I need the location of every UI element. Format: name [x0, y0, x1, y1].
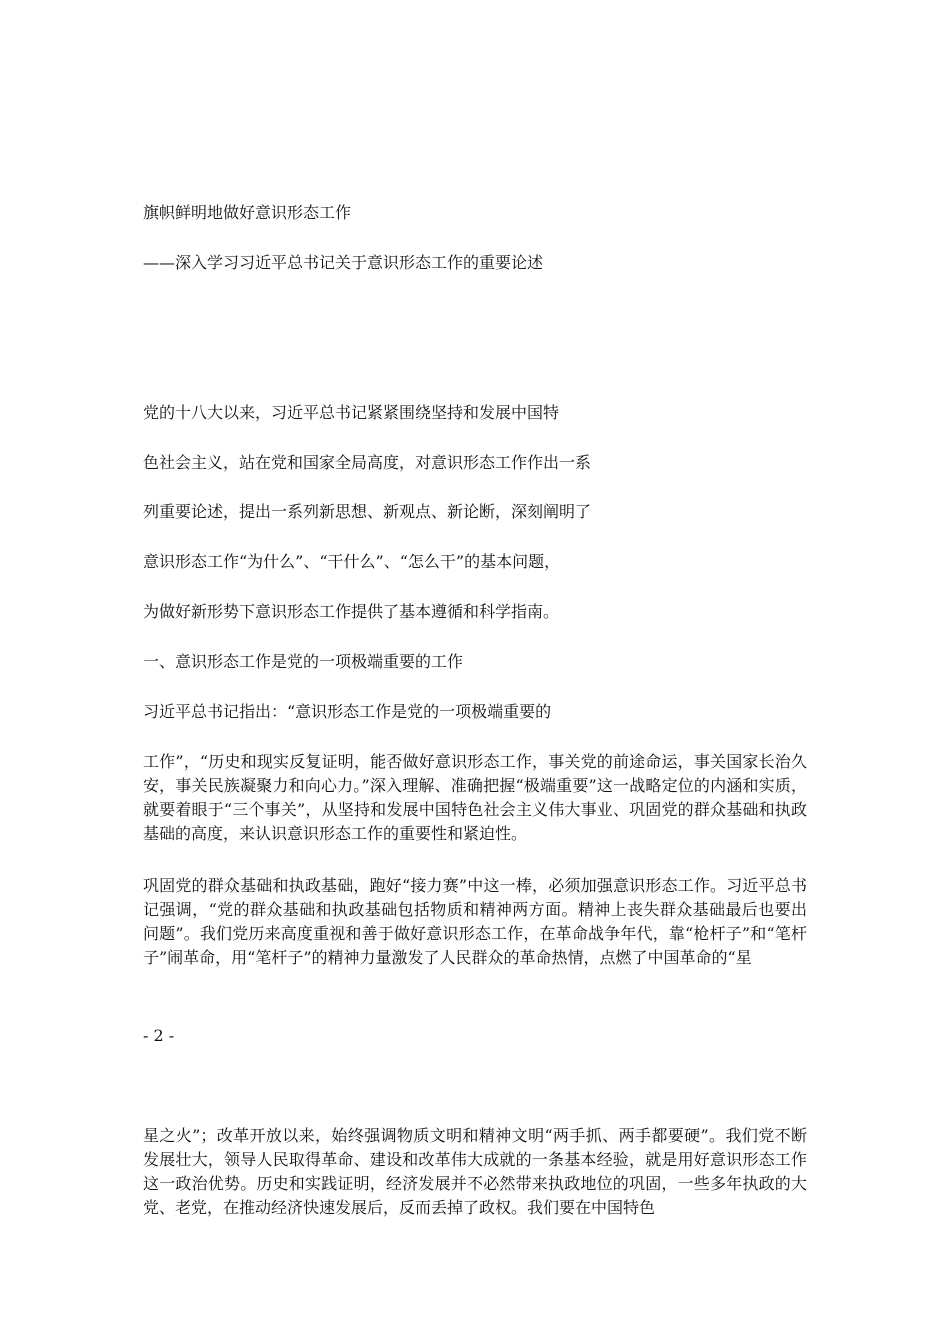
intro-line: 列重要论述，提出一系列新思想、新观点、新论断，深刻阐明了 [143, 502, 592, 521]
document-subtitle: ——深入学习习近平总书记关于意识形态工作的重要论述 [143, 253, 544, 272]
intro-line: 意识形态工作“为什么”、“干什么”、“怎么干”的基本问题， [143, 552, 561, 571]
body-paragraph: 星之火”；改革开放以来，始终强调物质文明和精神文明“两手抓、两手都要硬”。我们党不断发展壮大，领导人民取得革命、建设和改革伟大成就的一条基本经验，就是用好意识形态工作这一政治优势。历史和实践证明，经济发展并不必然带来执政地位的巩固，一些多年执政的大党、老党，在推动经济快速发展后，反而丢掉了政权。我们要在中国特色 [143, 1126, 807, 1217]
body-paragraph: 巩固党的群众基础和执政基础，跑好“接力赛”中这一棒，必须加强意识形态工作。习近平总书记强调，“党的群众基础和执政基础包括物质和精神两方面。精神上丧失群众基础最后也要出问题”。我们党历来高度重视和善于做好意识形态工作，在革命战争年代，靠“枪杆子”和“笔杆子”闹革命，用“笔杆子”的精神力量激发了人民群众的革命热情，点燃了中国革命的“星 [143, 876, 807, 967]
page-number: - 2 - [143, 1026, 175, 1045]
intro-line: 为做好新形势下意识形态工作提供了基本遵循和科学指南。 [143, 602, 560, 621]
intro-line: 色社会主义，站在党和国家全局高度，对意识形态工作作出一系 [143, 453, 592, 472]
section-heading: 一、意识形态工作是党的一项极端重要的工作 [143, 652, 464, 671]
body-paragraph: 工作”，“历史和现实反复证明，能否做好意识形态工作，事关党的前途命运，事关国家长治久安，事关民族凝聚力和向心力。”深入理解、准确把握“极端重要”这一战略定位的内涵和实质，就要着眼于“三个事关”，从坚持和发展中国特色社会主义伟大事业、巩固党的群众基础和执政基础的高度，来认识意识形态工作的重要性和紧迫性。 [143, 752, 807, 843]
quote-line: 习近平总书记指出：“意识形态工作是党的一项极端重要的 [143, 702, 552, 721]
intro-line: 党的十八大以来，习近平总书记紧紧围绕坚持和发展中国特 [143, 403, 560, 422]
document-title: 旗帜鲜明地做好意识形态工作 [143, 203, 352, 222]
